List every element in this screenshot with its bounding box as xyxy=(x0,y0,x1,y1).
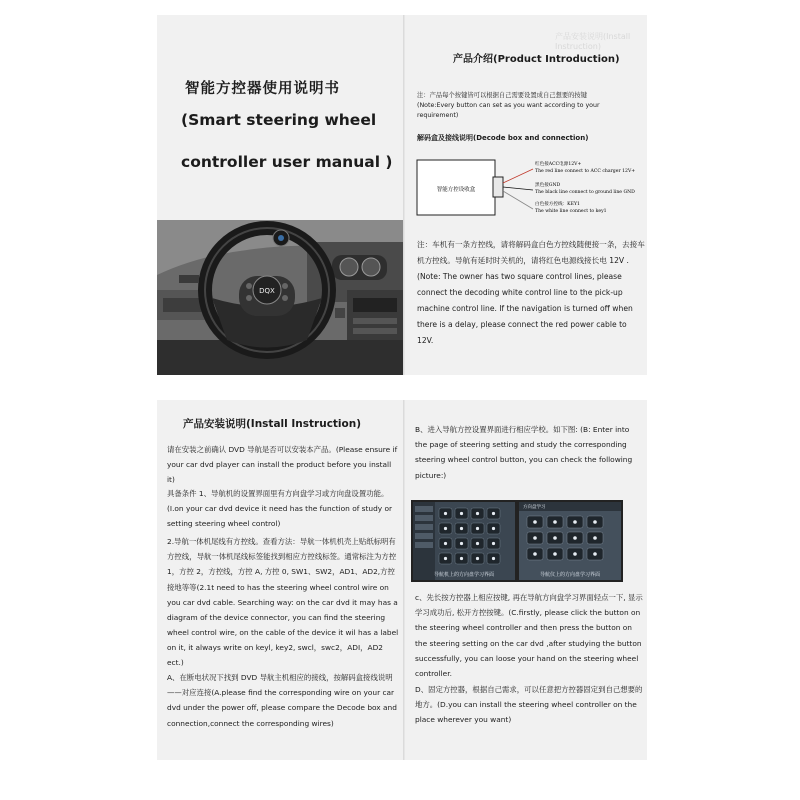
install-step-a: A、在断电状况下找到 DVD 导航主机相应的接线，按解码盒接线说明——对应连接(A.please find the corresponding wire on your car dvd under the power off, please compare the Decode box and connection,connect the corresponding wires) xyxy=(167,673,397,728)
black-wire-label-en: The black line connect to ground line GND xyxy=(535,190,635,195)
red-wire xyxy=(503,169,533,183)
install-left-panel xyxy=(157,400,403,760)
manual-title-zh: 智能方控器使用说明书 xyxy=(185,81,340,97)
product-intro-note xyxy=(417,91,642,121)
install-condition-2: 2.导航一体机尾线有方控线。查看方法：导航一体机机壳上贴纸标明有方控线，导航一体机尾线标签能找到相应方控线标签。通常标注为方控 1，方控 2，方控线，方控 A, 方控 0, SW1、SW2，AD1、AD2,方控接地等等(2.1t need to has the steering wheel control wire on you car dvd cable. Searching way: on the car dvd it may has a diagram of the device connector, you can find the steering wheel control wire, on the cable of the device it wil has a label on it, it always write on keyl, key2, swcl，swc2，ADI，AD2 ect.) xyxy=(167,537,399,668)
black-wire-label-zh: 黑色接GND xyxy=(535,183,561,188)
product-intro-panel xyxy=(405,15,647,375)
bleed-through-text: 产品安装说明(Install Instruction) xyxy=(555,32,631,51)
wiring-diagram xyxy=(405,155,647,220)
white-wire xyxy=(503,191,533,209)
manual-title-en-line1: (Smart steering wheel xyxy=(181,111,377,129)
manual-cover-sheet xyxy=(157,15,647,375)
manual-title-en-line2: controller user manual ) xyxy=(181,153,393,171)
product-intro-body: 注：车机有一条方控线，请将解码盒白色方控线随便接一条，去接车机方控线。导航有延时时关机的，请将红色电源线接长电 12V .(Note: The owner has two square control lines, please connect the decoding white control line to the pick-up machine control line. If the navigation is turned off when there is a delay, please connect the red power cable to 12V. xyxy=(417,240,645,345)
steering-study-screen-1 xyxy=(411,500,517,582)
red-wire-label-zh: 红色接ACC电源12V+ xyxy=(535,162,582,167)
install-step-b: B、进入导航方控设置界面进行相应学校。如下图: (B: Enter into the page of steering setting and study the corresponding steering wheel control button, you can check the following picture:) xyxy=(415,425,633,480)
screen-2-buttons xyxy=(519,502,621,580)
install-heading: 产品安装说明(Install Instruction) xyxy=(183,418,362,430)
note-en: (Note:Every button can set as you want according to your requirement) xyxy=(417,102,600,120)
red-wire-label-en: The red line connect to ACC charger 12V+ xyxy=(535,169,636,174)
decode-box-connector xyxy=(493,177,503,197)
white-wire-label-zh: 白色接方控线：KEY1 xyxy=(535,202,580,207)
screen-2-title: 方向盘学习 xyxy=(523,505,546,510)
screen-1-buttons xyxy=(413,502,515,580)
install-step-c: c、先长按方控器上相应按键, 再在导航方向盘学习界面轻点一下, 显示学习成功后, 松开方控按键。(C.firstly, please click the button on the steering wheel controller and then press the button on the steering setting on the car dvd ,after studying the button successfully, you can loose your hand on the steering wheel controller. xyxy=(415,593,643,678)
install-instruction-sheet xyxy=(157,400,647,760)
decode-box-heading: 解码盒及接线说明(Decode box and connection) xyxy=(417,134,589,142)
car-dashboard-photo xyxy=(157,220,403,375)
note-zh: 注：产品每个按键皆可以根据自己需要设置成自己想要的按键 xyxy=(417,92,588,99)
black-wire xyxy=(503,187,533,190)
screen-2-caption: 导航仪上的方向盘学习界面 xyxy=(539,572,600,578)
screen-1-caption: 导航机上的方向盘学习界面 xyxy=(433,572,494,578)
decode-box-label: 智能方控设收盒 xyxy=(436,187,476,193)
steering-study-screen-2 xyxy=(517,500,623,582)
product-intro-heading: 产品介绍(Product Introduction) xyxy=(453,54,620,65)
install-condition-1: 具备条件 1、导航机的设置界面里有方向盘学习或方向盘设置功能。(I.on your car dvd device it need has the function of study or setting steering wheel control) xyxy=(167,489,393,529)
install-step-d: D、固定方控器，根据自己需求，可以任意把方控器固定到自己想要的地方。(D.you can install the steering wheel controller on the place wherever you want) xyxy=(415,685,643,725)
white-wire-label-en: The white line connect to key1 xyxy=(535,209,607,214)
wheel-logo-text: DQX xyxy=(259,287,275,295)
install-intro: 请在安装之前确认 DVD 导航是否可以安装本产品。(Please ensure if your car dvd player can install the product before you install it) xyxy=(167,445,398,485)
install-right-panel xyxy=(405,400,647,760)
cover-panel xyxy=(157,15,403,375)
